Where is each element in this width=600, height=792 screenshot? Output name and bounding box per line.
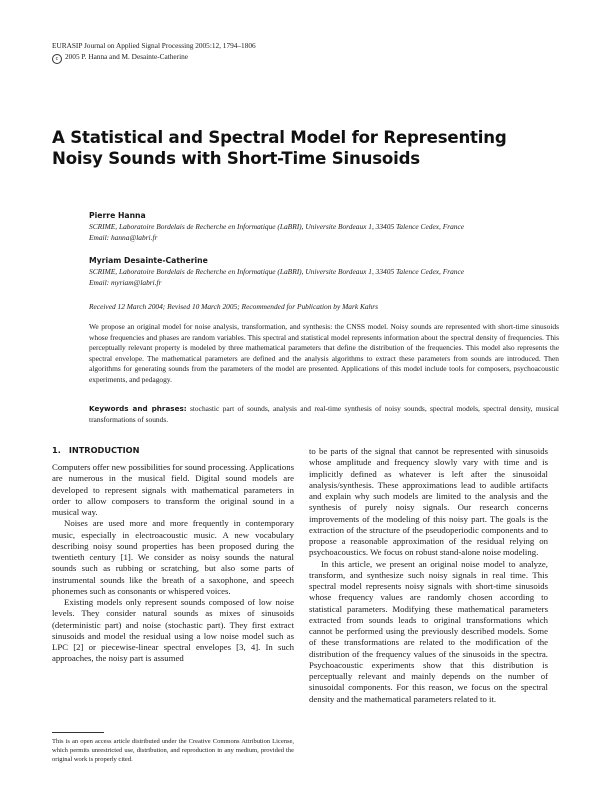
author-email: Email: hanna@labri.fr xyxy=(89,232,158,242)
title-line-2: Noisy Sounds with Short-Time Sinusoids xyxy=(52,148,420,168)
author-affiliation: SCRIME, Laboratoire Bordelais de Recherche en Informatique (LaBRI), Universite Bordeaux 1, 33405 Talence Cedex, France xyxy=(89,222,465,231)
title-line-1: A Statistical and Spectral Model for Representing xyxy=(52,128,507,147)
keywords xyxy=(89,404,559,425)
section-title: INTRODUCTION xyxy=(68,445,140,455)
author-email: Email: myriam@labri.fr xyxy=(89,277,162,287)
author-affiliation: SCRIME, Laboratoire Bordelais de Recherche en Informatique (LaBRI), Universite Bordeaux 1, 33405 Talence Cedex, France xyxy=(89,267,465,276)
keywords-label: Keywords and phrases: xyxy=(89,404,187,413)
received-line: Received 12 March 2004; Revised 10 March 2005; Recommended for Publication by Mark Kahrs xyxy=(89,302,379,311)
author-name: Myriam Desainte-Catherine xyxy=(89,256,208,265)
section-heading xyxy=(52,445,139,455)
left-column xyxy=(52,462,294,665)
keywords-text: stochastic part of sounds, analysis and real-time synthesis of noisy sounds, spectral models, spectral density, musical transformations of sounds. xyxy=(89,404,560,424)
journal-line: EURASIP Journal on Applied Signal Processing 2005:12, 1794–1806 xyxy=(52,41,256,50)
abstract: We propose an original model for noise analysis, transformation, and synthesis: the CNSS model. Noisy sounds are represented with short-time sinusoids whose frequencies and phases are random variables. This spectral and statistical model represents information about the spectral density of frequencies. This perceptually relevant property is modeled by three mathematical parameters that define the distribution of the frequencies. This model also represents the spectral envelope. The mathematical parameters are defined and the analysis algorithms to extract these parameters from sounds are introduced. Then algorithms for generating sounds from the parameters of the model are presented. Applications of this model include tools for composers, psychoacoustic experiments, and pedagogy. xyxy=(89,322,559,384)
paragraph: Noises are used more and more frequently in contemporary music, especially in electroacoustic music. A new vocabulary describing noisy sound properties has been proposed during the twentieth century [1]. We consider as noisy sounds the natural sounds such as rubbing or scratching, but also some parts of instrumental sounds like the breath of a saxophone, and speech phonemes such as consonants or whispered voices. xyxy=(52,518,294,596)
paragraph: Computers offer new possibilities for sound processing. Applications are numerous in the musical field. Digital sound models are developed to represent signals with mathematical parameters in order to allow composers to transform the original sound in a musical way. xyxy=(52,462,294,517)
author-name: Pierre Hanna xyxy=(89,211,146,220)
copyright-icon: c xyxy=(52,54,62,64)
author-block-1 xyxy=(89,210,559,243)
copyright-line xyxy=(52,52,256,64)
paragraph: Existing models only represent sounds composed of low noise levels. They consider natural sounds as mixes of sinusoids (deterministic part) and noise (stochastic part). They first extract sinusoids and model the residual using a low noise model such as LPC [2] or piecewise-linear spectral envelopes [3, 4]. In such approaches, the noisy part is assumed xyxy=(52,597,294,664)
paragraph: to be parts of the signal that cannot be represented with sinusoids whose amplitude and frequency slowly vary with time and is implicitly defined as whatever is left after the sinusoidal analysis/synthesis. These approximations lead to audible artifacts and explain why such models are limited to the analysis and the synthesis of purely noisy signals. Our research concerns improvements of the modeling of this noisy part. The goals is the extraction of the structure of the pseudoperiodic components and to propose a reasonable approximation of the residual relying on psychoacoustics. We focus on robust stand-alone noise modeling. xyxy=(309,446,548,558)
paper-title xyxy=(52,128,522,169)
footnote-divider xyxy=(52,732,104,733)
paragraph: In this article, we present an original noise model to analyze, transform, and synthesize such noisy signals in real time. This spectral model represents noisy signals with short-time sinusoids whose frequency values are randomly chosen according to statistical parameters. Modifying these mathematical parameters extracted from sounds leads to original transformations which cannot be performed using the previously described models. Some of these transformations are related to the modification of the distribution of the frequency values of the sinusoids in the spectra. Psychoacoustic experiments show that this distribution is perceptually relevant and mainly depends on the number of sinusoidal components. For this reason, we focus on the spectral density and the mathematical parameters related to it. xyxy=(309,558,548,704)
section-number: 1. xyxy=(52,445,61,455)
author-block-2 xyxy=(89,255,559,288)
right-column xyxy=(309,446,548,705)
copyright-text: 2005 P. Hanna and M. Desainte-Catherine xyxy=(65,51,189,61)
journal-header xyxy=(52,41,256,64)
footnote: This is an open access article distributed under the Creative Commons Attribution License, which permits unrestricted use, distribution, and reproduction in any medium, provided the original work is properly cited. xyxy=(52,738,294,764)
